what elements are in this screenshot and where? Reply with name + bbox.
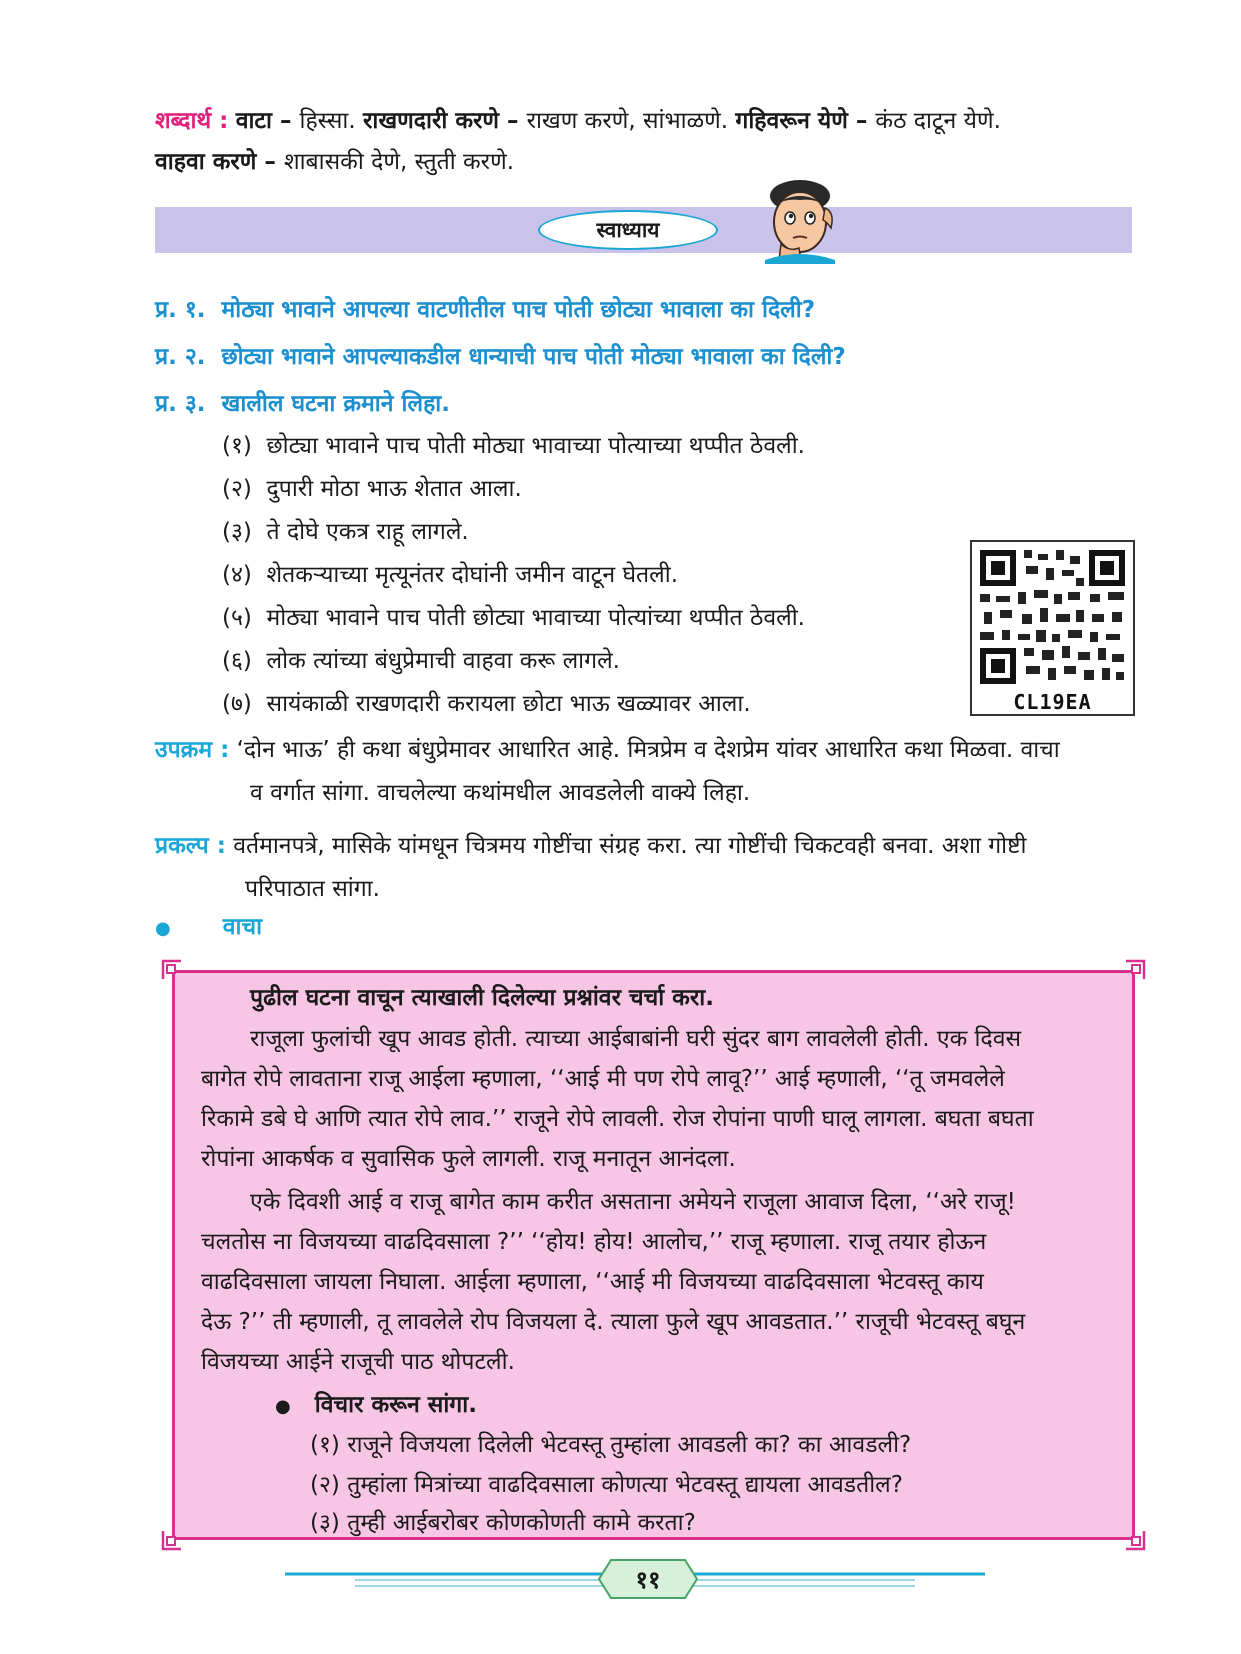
reading-line: एके दिवशी आई व राजू बागेत काम करीत असताना अमेयने राजूला आवाज दिला, ‘‘अरे राजू! xyxy=(250,1189,1016,1215)
question-text: खालील घटना क्रमाने लिहा. xyxy=(221,391,450,417)
corner-ornament-icon xyxy=(1124,1529,1146,1551)
event-text: ते दोघे एकत्र राहू लागले. xyxy=(266,519,469,545)
question-text: छोट्या भावाने आपल्याकडील धान्याची पाच पोती मोठ्या भावाला का दिली? xyxy=(221,344,846,370)
reading-line: विजयच्या आईने राजूची पाठ थोपटली. xyxy=(201,1349,515,1375)
event-text: दुपारी मोठा भाऊ शेतात आला. xyxy=(266,476,522,502)
think-item: (३) तुम्ही आईबरोबर कोणकोणती कामे करता? xyxy=(310,1510,696,1536)
event-num: (६) xyxy=(222,648,252,674)
upkram-line-1 xyxy=(155,733,1060,767)
think-item: (१) राजूने विजयला दिलेली भेटवस्तू तुम्हांला आवडली का? का आवडली? xyxy=(310,1432,912,1458)
event-item xyxy=(222,472,522,506)
think-heading-text: विचार करून सांगा. xyxy=(314,1392,477,1418)
question-label: प्र. १. xyxy=(155,297,206,323)
reading-line: राजूला फुलांची खूप आवड होती. त्याच्या आईबाबांनी घरी सुंदर बाग लावलेली होती. एक दिवस xyxy=(250,1026,1022,1052)
bullet-icon: ● xyxy=(275,1396,291,1417)
event-num: (७) xyxy=(222,691,252,717)
glossary-line-2 xyxy=(155,145,514,179)
event-num: (३) xyxy=(222,519,252,545)
vacha-heading xyxy=(155,910,262,946)
glossary-meaning: शाबासकी देणे, स्तुती करणे. xyxy=(283,149,515,175)
glossary-dash: – xyxy=(847,108,876,134)
prakalp-line-2 xyxy=(245,872,380,906)
event-num: (२) xyxy=(222,476,252,502)
glossary-term: गहिवरून येणे xyxy=(735,108,848,134)
glossary-meaning: राखण करणे, सांभाळणे. xyxy=(526,108,736,134)
vacha-label: वाचा xyxy=(222,914,263,940)
event-text: लोक त्यांच्या बंधुप्रेमाची वाहवा करू लागले. xyxy=(266,648,620,674)
prakalp-text: वर्तमानपत्रे, मासिके यांमधून चित्रमय गोष्टींचा संग्रह करा. त्या गोष्टींची चिकटवही बनवा. अशा गोष्टी xyxy=(225,833,1027,859)
reading-line: बागेत रोपे लावताना राजू आईला म्हणाला, ‘‘आई मी पण रोपे लावू?’’ आई म्हणाली, ‘‘तू जमवलेले xyxy=(201,1066,1005,1092)
question-label: प्र. ३. xyxy=(155,391,206,417)
glossary-label: शब्दार्थ : xyxy=(155,108,229,134)
question-label: प्र. २. xyxy=(155,344,206,370)
prakalp-line-1 xyxy=(155,829,1027,863)
thinking-boy-icon xyxy=(755,178,845,264)
qr-code-icon xyxy=(972,542,1133,692)
glossary-dash: – xyxy=(271,108,300,134)
glossary-meaning: हिस्सा. xyxy=(299,108,363,134)
question-2 xyxy=(155,340,846,374)
event-item xyxy=(222,601,805,635)
event-text: मोठ्या भावाने पाच पोती छोट्या भावाच्या पोत्यांच्या थप्पीत ठेवली. xyxy=(266,605,805,631)
event-item xyxy=(222,429,805,463)
glossary-meaning: कंठ दाटून येणे. xyxy=(875,108,1001,134)
page-number: ११ xyxy=(635,1566,661,1594)
corner-ornament-icon xyxy=(161,959,183,981)
question-text: मोठ्या भावाने आपल्या वाटणीतील पाच पोती छोट्या भावाला का दिली? xyxy=(221,297,816,323)
event-item xyxy=(222,687,751,721)
question-3 xyxy=(155,387,450,421)
think-item: (२) तुम्हांला मित्रांच्या वाढदिवसाला कोणत्या भेटवस्तू द्यायला आवडतील? xyxy=(310,1472,903,1498)
glossary-term: राखणदारी करणे xyxy=(362,108,500,134)
event-num: (५) xyxy=(222,605,252,631)
reading-line: रोपांना आकर्षक व सुवासिक फुले लागली. राजू मनातून आनंदला. xyxy=(201,1146,736,1172)
event-text: छोट्या भावाने पाच पोती मोठ्या भावाच्या पोत्याच्या थप्पीत ठेवली. xyxy=(266,433,805,459)
upkram-label: उपक्रम : xyxy=(155,737,230,763)
glossary-dash: – xyxy=(256,149,284,175)
event-text: सायंकाळी राखणदारी करायला छोटा भाऊ खळ्यावर आला. xyxy=(266,691,751,717)
prakalp-label: प्रकल्प : xyxy=(155,833,226,859)
event-num: (१) xyxy=(222,433,252,459)
glossary-dash: – xyxy=(499,108,527,134)
reading-line: चलतोस ना विजयच्या वाढदिवसाला ?’’ ‘‘होय! होय! आलोच,’’ राजू म्हणाला. राजू तयार होऊन xyxy=(201,1229,987,1255)
event-item xyxy=(222,558,678,592)
think-heading xyxy=(275,1388,477,1424)
reading-box xyxy=(172,970,1135,1540)
question-1 xyxy=(155,293,815,327)
glossary-term: वाहवा करणे xyxy=(155,149,257,175)
swadhyay-title: स्वाध्याय xyxy=(538,210,718,250)
reading-line: देऊ ?’’ ती म्हणाली, तू लावलेले रोप विजयला दे. त्याला फुले खूप आवडतात.’’ राजूची भेटवस्तू बघून xyxy=(201,1309,1026,1335)
glossary-term: वाटा xyxy=(235,108,272,134)
corner-ornament-icon xyxy=(161,1529,183,1551)
reading-heading: पुढील घटना वाचून त्याखाली दिलेल्या प्रश्नांवर चर्चा करा. xyxy=(250,985,714,1011)
reading-line: रिकामे डबे घे आणि त्यात रोपे लाव.’’ राजूने रोपे लावली. रोज रोपांना पाणी घालू लागला. बघता बघता xyxy=(201,1106,1034,1132)
qr-code-label: CL19EA xyxy=(1013,690,1092,714)
upkram-line-2 xyxy=(250,776,750,810)
prakalp-text: परिपाठात सांगा. xyxy=(245,876,380,902)
event-num: (४) xyxy=(222,562,252,588)
corner-ornament-icon xyxy=(1124,959,1146,981)
upkram-text: व वर्गात सांगा. वाचलेल्या कथांमधील आवडलेली वाक्ये लिहा. xyxy=(250,780,751,806)
event-item xyxy=(222,644,620,678)
glossary-line-1 xyxy=(155,104,1001,138)
event-item xyxy=(222,515,469,549)
bullet-icon: ● xyxy=(155,918,171,939)
upkram-text: ‘दोन भाऊ’ ही कथा बंधुप्रेमावर आधारित आहे. मित्रप्रेम व देशप्रेम यांवर आधारित कथा मिळवा. वाचा xyxy=(229,737,1060,763)
reading-line: वाढदिवसाला जायला निघाला. आईला म्हणाला, ‘‘आई मी विजयच्या वाढदिवसाला भेटवस्तू काय xyxy=(201,1269,984,1295)
event-text: शेतकऱ्याच्या मृत्यूनंतर दोघांनी जमीन वाटून घेतली. xyxy=(266,562,679,588)
